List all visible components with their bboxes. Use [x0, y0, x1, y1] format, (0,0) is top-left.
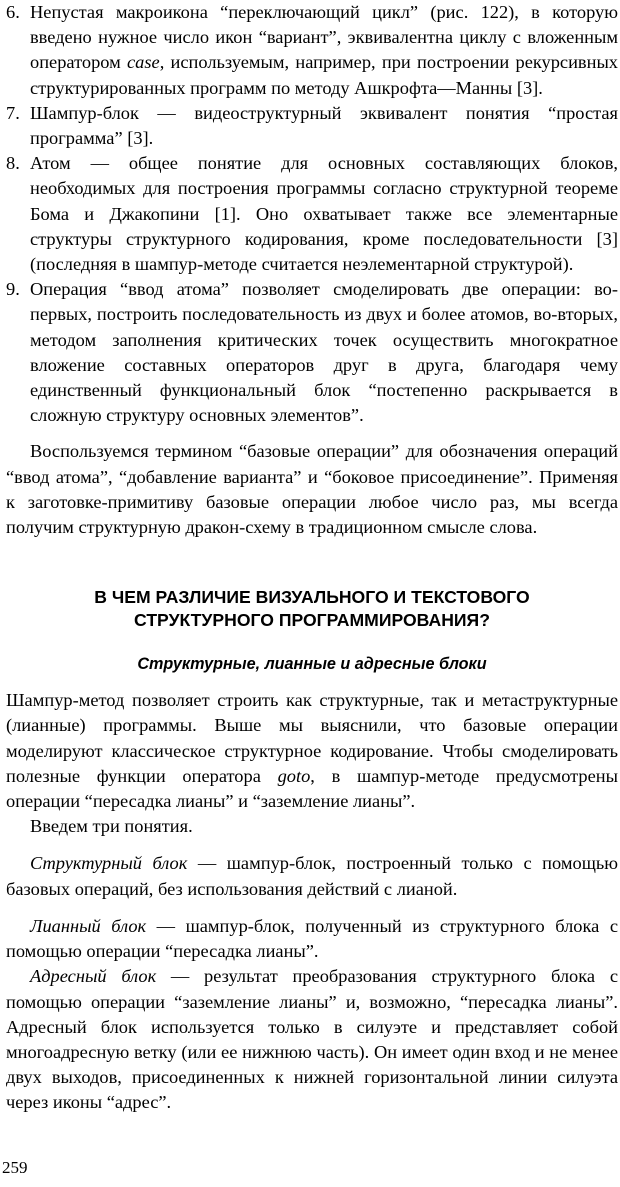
paragraph	[6, 964, 618, 1115]
list-item	[6, 277, 618, 428]
spacer	[6, 428, 618, 439]
list-text-italic: case	[127, 52, 160, 73]
list-item	[6, 151, 618, 277]
term-italic: Лианный блок	[30, 915, 147, 936]
term-italic: Адресный блок	[30, 966, 157, 987]
page-body	[6, 0, 618, 1116]
paragraph	[6, 851, 618, 901]
paragraph: Введем три понятия.	[30, 816, 193, 837]
intro-paragraph: Воспользуемся термином “базовые операции” для обозначения операций “ввод атома”, “добавление варианта” и “боковое присоединение”. Применяя к заготовке-примитиву базовые операции любое число раз, мы всегда получим структурную дракон-схему в традиционном смысле слова.	[6, 441, 618, 538]
section-heading-line: В ЧЕМ РАЗЛИЧИЕ ВИЗУАЛЬНОГО И ТЕКСТОВОГО	[94, 587, 530, 608]
paragraph	[6, 688, 618, 814]
list-text: Шампур-блок — видеоструктурный эквивалент понятия “простая программа” [3].	[30, 102, 618, 149]
page-number: 259	[2, 1158, 28, 1177]
list-text: Атом — общее понятие для основных составляющих блоков, необходимых для построения программы согласно структурной теореме Бома и Джакопини [1]. Оно охватывает также все элементарные структуры структурного кодирования, кроме последовательности [3] (последняя в шампур-методе считается неэлементарной структурой).	[30, 153, 618, 275]
section-heading	[6, 586, 618, 632]
subsection-heading: Структурные, лианные и адресные блоки	[137, 655, 487, 674]
list-number: 6.	[6, 2, 20, 22]
list-number: 7.	[6, 102, 20, 123]
list-text: Непустая макроикона “переключающий цикл” (рис. 122), в которую введено нужное число икон “вариант”, эквивалентна циклу с вложенным оператором	[30, 2, 618, 73]
paragraph-text-italic: goto	[277, 765, 311, 786]
paragraph-text: , в шампур-методе предусмотрены операции “пересадка лианы” и “заземление лианы”.	[6, 765, 618, 812]
paragraph-text: — шампур-блок, построенный только с помощью базовых операций, без использования действий с лианой.	[6, 853, 618, 899]
list-number: 9.	[6, 279, 20, 300]
numbered-list	[6, 0, 618, 428]
spacer	[6, 839, 618, 851]
paragraph-text: Шампур-метод позволяет строить как структурные, так и метаструктурные (лианные) программы. Выше мы выяснили, что базовые операции моделируют классическое структурное кодирование. Чтобы смоделировать полезные функции оператора	[6, 690, 618, 786]
list-text: , используемым, например, при построении рекурсивных структурированных программ по методу Ашкрофта—Манны [3].	[30, 52, 618, 98]
list-item	[6, 0, 618, 101]
list-number: 8.	[6, 153, 20, 174]
paragraph	[6, 914, 618, 964]
spacer	[6, 902, 618, 914]
paragraph-text: — шампур-блок, полученный из структурного блока с помощью операции “пересадка лианы”.	[6, 915, 618, 962]
paragraph-text: — результат преобразования структурного блока с помощью операции “заземление лианы” и, возможно, “пересадка лианы”. Адресный блок используется только в силуэте и представляет собой многоадресную ветку (или ее нижнюю часть). Он имеет один вход и не менее двух выходов, присоединенных к нижней горизонтальной линии силуэта через иконы “адрес”.	[6, 966, 618, 1113]
term-italic: Структурный блок	[30, 853, 188, 874]
list-item	[6, 101, 618, 151]
section-heading-line: СТРУКТУРНОГО ПРОГРАММИРОВАНИЯ?	[134, 610, 490, 631]
list-text: Операция “ввод атома” позволяет смоделировать две операции: во-первых, построить последовательность из двух и более атомов, во-вторых, методом заполнения критических точек осуществить многократное вложение составных операторов друг в друга, благодаря чему единственный функциональный блок “постепенно раскрывается в сложную структуру основных элементов”.	[30, 279, 618, 426]
